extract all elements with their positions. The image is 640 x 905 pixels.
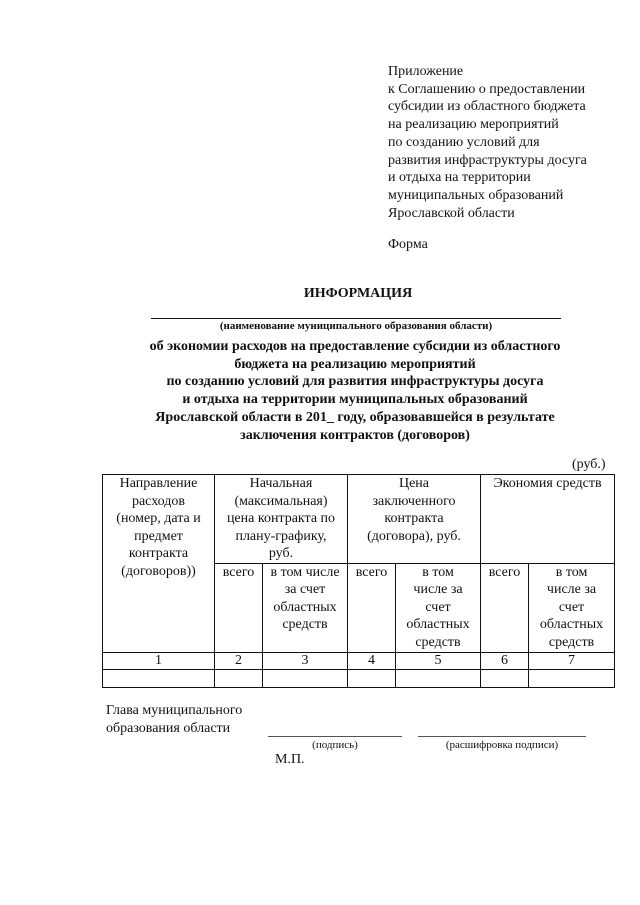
document-subtitle <box>120 338 590 444</box>
subtitle-line: по созданию условий для развития инфраструктуры досуга <box>166 374 544 390</box>
signature-line <box>268 736 402 737</box>
column-number: 5 <box>396 652 481 669</box>
document-title: ИНФОРМАЦИЯ <box>303 286 413 301</box>
subtitle-line: Ярославской области в 201_ году, образовавшейся в результате <box>155 409 555 425</box>
signatory-label: Глава муниципального образования области <box>106 703 243 736</box>
column-number: 3 <box>263 652 348 669</box>
table-cell[interactable] <box>215 669 263 687</box>
signature-decode-caption: (расшифровка подписи) <box>445 739 559 751</box>
signature-caption: (подпись) <box>312 739 358 751</box>
header-savings: Экономия средств <box>481 475 615 564</box>
header-expense-direction: Направление расходов (номер, дата и предмет контракта (договоров)) <box>103 475 215 653</box>
column-number: 4 <box>348 652 396 669</box>
table-row <box>103 669 615 687</box>
table-cell[interactable] <box>529 669 615 687</box>
table-cell[interactable] <box>103 669 215 687</box>
subtitle-line: заключения контрактов (договоров) <box>240 427 470 443</box>
table-cell[interactable] <box>396 669 481 687</box>
appendix-line: к Соглашению о предоставлении <box>388 81 586 97</box>
appendix-line: развития инфраструктуры досуга <box>388 152 587 168</box>
currency-unit: (руб.) <box>572 457 606 472</box>
table-cell[interactable] <box>263 669 348 687</box>
appendix-line: Приложение <box>388 64 464 79</box>
subheader-regional-funds: в том числе за счет областных средств <box>263 563 348 652</box>
table-header-row <box>103 475 615 564</box>
appendix-line: субсидии из областного бюджета <box>388 99 586 115</box>
form-label: Форма <box>388 237 428 252</box>
signature-decode-line <box>418 736 586 737</box>
subtitle-line: бюджета на реализацию мероприятий <box>234 356 476 372</box>
subheader-regional-funds: в том числе за счет областных средств <box>396 563 481 652</box>
column-number: 6 <box>481 652 529 669</box>
appendix-block <box>388 63 628 222</box>
table-cell[interactable] <box>481 669 529 687</box>
subtitle-line: и отдыха на территории муниципальных образований <box>182 392 528 408</box>
appendix-line: и отдыха на территории <box>388 170 531 186</box>
subheader-total: всего <box>481 563 529 652</box>
column-number: 7 <box>529 652 615 669</box>
subheader-total: всего <box>215 563 263 652</box>
subheader-total: всего <box>348 563 396 652</box>
header-contract-price: Цена заключенного контракта (договора), руб. <box>348 475 481 564</box>
municipality-name-caption: (наименование муниципального образования области) <box>219 320 493 332</box>
subheader-regional-funds: в том числе за счет областных средств <box>529 563 615 652</box>
table-number-row <box>103 652 615 669</box>
header-initial-price: Начальная (максимальная) цена контракта по плану-графику, руб. <box>215 475 348 564</box>
stamp-place: М.П. <box>275 752 305 767</box>
subtitle-line: об экономии расходов на предоставление субсидии из областного <box>149 339 561 354</box>
economy-table <box>102 474 615 688</box>
column-number: 2 <box>215 652 263 669</box>
table-cell[interactable] <box>348 669 396 687</box>
appendix-line: муниципальных образований <box>388 187 564 203</box>
municipality-name-line <box>151 318 561 319</box>
appendix-line: Ярославской области <box>388 205 515 221</box>
column-number: 1 <box>103 652 215 669</box>
appendix-line: на реализацию мероприятий <box>388 117 559 133</box>
appendix-line: по созданию условий для <box>388 134 540 150</box>
